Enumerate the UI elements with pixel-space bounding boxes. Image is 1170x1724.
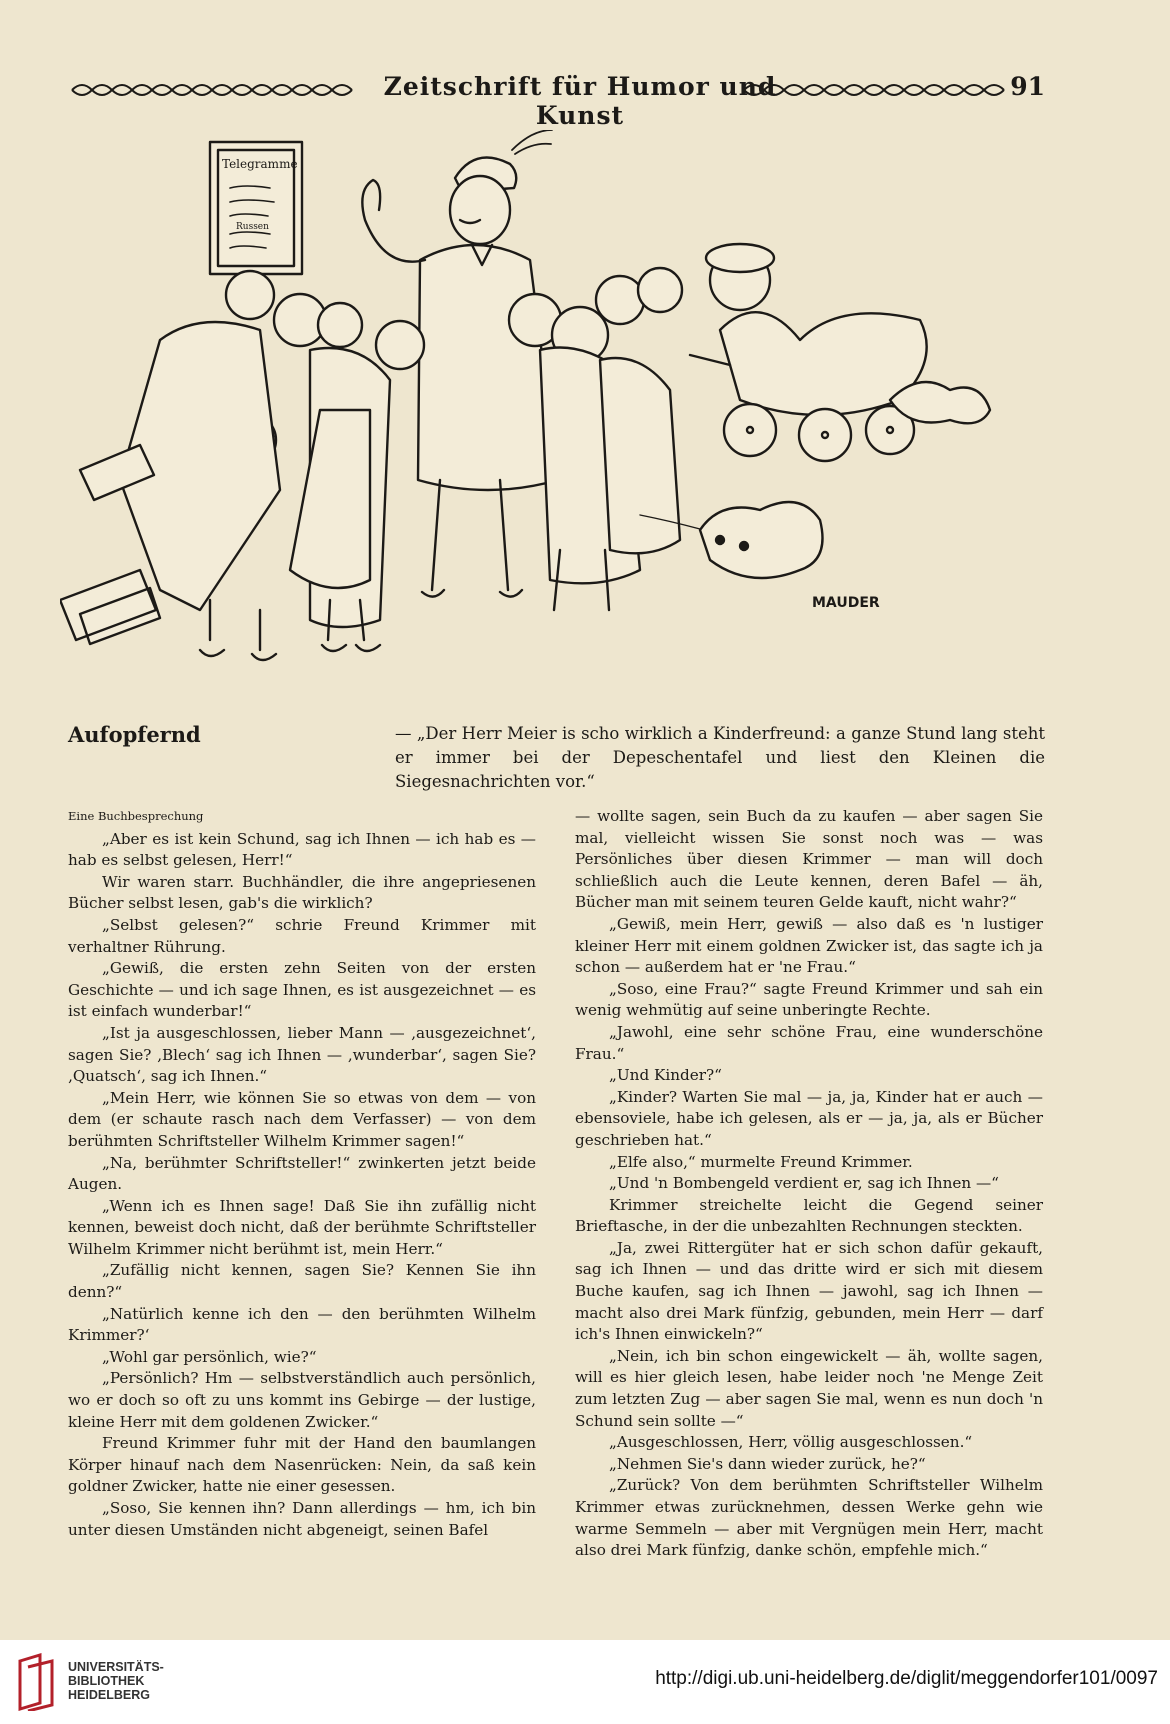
- paragraph: „Ja, zwei Rittergüter hat er sich schon dafür gekauft, sag ich Ihnen — und das dritte wird er sich mit diesem Buche kaufen, sag ich Ihnen — jawohl, sag ich Ihnen — macht also drei Mark fünfzig, gebunden, mein Herr — darf ich's Ihnen einwickeln?“: [575, 1238, 1043, 1344]
- paragraph: „Und Kinder?“: [609, 1066, 722, 1085]
- paragraph: — wollte sagen, sein Buch da zu kaufen — aber sagen Sie mal, vielleicht wissen Sie sonst noch was — was Persönliches über diesen Krimmer — man will doch schließlich auch die Leute kennen, deren Bafel — äh, Bücher man mit seinem teuren Gelde kauft, nicht wahr?“: [575, 807, 1043, 912]
- source-url-link[interactable]: http://digi.ub.uni-heidelberg.de/diglit/meggendorfer101/0097: [655, 1668, 1158, 1689]
- caption-text: — „Der Herr Meier is scho wirklich a Kinderfreund: a ganze Stund lang steht er immer bei der Depeschentafel und liest den Kleinen die Siegesnachrichten vor.“: [395, 724, 1045, 791]
- paragraph: „Und 'n Bombengeld verdient er, sag ich Ihnen —“: [609, 1174, 999, 1193]
- article-left-column: [68, 806, 536, 1541]
- caption-title: Aufopfernd: [68, 722, 201, 747]
- paragraph: „Nein, ich bin schon eingewickelt — äh, wollte sagen, will es hier gleich lesen, habe leider noch 'ne Menge Zeit zum letzten Zug — aber sagen Sie mal, wenn es nun doch 'n Schund sein sollte —“: [575, 1346, 1043, 1430]
- paragraph: „Mein Herr, wie können Sie so etwas von dem — von dem (er schaute rasch nach dem Verfasser) — von dem berühmten Schriftsteller Wilhelm Krimmer sagen!“: [68, 1088, 536, 1150]
- digitization-footer: [0, 1640, 1170, 1724]
- paragraph: „Gewiß, die ersten zehn Seiten von der ersten Geschichte — und ich sage Ihnen, es ist ausgezeichnet — es ist einfach wunderbar!“: [68, 959, 536, 1021]
- paragraph: „Jawohl, eine sehr schöne Frau, eine wunderschöne Frau.“: [575, 1022, 1043, 1063]
- journal-title: Zeitschrift für Humor und Kunst: [383, 72, 777, 130]
- library-line: UNIVERSITÄTS-: [68, 1660, 164, 1674]
- pram-with-baby: [690, 244, 927, 461]
- library-logo-icon: [14, 1653, 60, 1711]
- page-number: 91: [1010, 72, 1045, 101]
- artist-signature: MAUDER: [812, 595, 880, 611]
- paragraph: „Soso, eine Frau?“ sagte Freund Krimmer und sah ein wenig wehmütig auf seine unberingte Rechte.: [575, 979, 1043, 1020]
- library-name: [68, 1660, 164, 1702]
- paragraph: Wir waren starr. Buchhändler, die ihre angepriesenen Bücher selbst lesen, gab's die wirklich?: [68, 872, 536, 913]
- paragraph: „Aber es ist kein Schund, sag ich Ihnen — ich hab es — hab es selbst gelesen, Herr!“: [68, 829, 536, 870]
- article-rubric: Eine Buchbesprechung: [68, 809, 204, 823]
- left-ornament-rule: [70, 76, 355, 104]
- page-header: [70, 70, 1045, 130]
- paragraph: „Na, berühmter Schriftsteller!“ zwinkerten jetzt beide Augen.: [68, 1153, 536, 1194]
- library-line: HEIDELBERG: [68, 1688, 150, 1702]
- paragraph: Freund Krimmer fuhr mit der Hand den baumlangen Körper hinauf nach dem Nasenrücken: Nein, da saß kein goldner Zwicker, hatte nie einer gesessen.: [68, 1434, 536, 1496]
- library-line: BIBLIOTHEK: [68, 1674, 145, 1688]
- children-crowd: [120, 268, 682, 660]
- paragraph: „Nehmen Sie's dann wieder zurück, he?“: [609, 1454, 926, 1473]
- paragraph: „Elfe also,“ murmelte Freund Krimmer.: [609, 1152, 913, 1171]
- cartoon-illustration: [60, 130, 1060, 705]
- article-right-column: [575, 806, 1043, 1562]
- paragraph: „Wenn ich es Ihnen sage! Daß Sie ihn zufällig nicht kennen, beweist doch nicht, daß der berühmte Schriftsteller Wilhelm Krimmer nicht berühmt ist, mein Herr.“: [68, 1196, 536, 1258]
- paragraph: „Ausgeschlossen, Herr, völlig ausgeschlossen.“: [609, 1433, 973, 1452]
- paragraph: Krimmer streichelte leicht die Gegend seiner Brieftasche, in der die unbezahlten Rechnungen steckten.: [575, 1195, 1043, 1236]
- paragraph: „Selbst gelesen?“ schrie Freund Krimmer mit verhaltner Rührung.: [68, 915, 536, 956]
- telegram-line: Russen: [236, 222, 269, 232]
- paragraph: „Zufällig nicht kennen, sagen Sie? Kennen Sie ihn denn?“: [68, 1261, 536, 1302]
- right-ornament-rule: [742, 76, 1010, 104]
- paragraph: „Gewiß, mein Herr, gewiß — also daß es 'n lustiger kleiner Herr mit einem goldnen Zwicker ist, das sagte ich ja schon — außerdem hat er 'ne Frau.“: [575, 914, 1043, 977]
- paragraph: „Soso, Sie kennen ihn? Dann allerdings — hm, ich bin unter diesen Umständen nicht abgeneigt, seinen Bafel: [68, 1499, 536, 1539]
- paragraph: „Kinder? Warten Sie mal — ja, ja, Kinder hat er auch — ebensoviele, habe ich gelesen, als er — ja, ja, als er Bücher geschrieben hat.“: [575, 1087, 1043, 1149]
- telegram-board-label: Telegramme: [222, 157, 298, 171]
- paragraph: „Natürlich kenne ich den — den berühmten Wilhelm Krimmer?‘: [68, 1304, 536, 1345]
- paragraph: „Zurück? Von dem berühmten Schriftsteller Wilhelm Krimmer etwas zurücknehmen, dessen Werke gehn wie warme Semmeln — aber mit Vergnügen mein Herr, macht also drei Mark fünfzig, danke schön, empfehle mich.“: [575, 1476, 1043, 1560]
- paragraph: „Ist ja ausgeschlossen, lieber Mann — ‚ausgezeichnet‘, sagen Sie? ‚Blech‘ sag ich Ihnen — ‚wunderbar‘, sagen Sie? ‚Quatsch‘, sag ich Ihnen.“: [68, 1023, 536, 1086]
- paragraph: „Persönlich? Hm — selbstverständlich auch persönlich, wo er doch so oft zu uns kommt ins Gebirge — der lustige, kleine Herr mit dem goldenen Zwicker.“: [68, 1369, 536, 1431]
- paragraph: „Wohl gar persönlich, wie?“: [102, 1347, 317, 1366]
